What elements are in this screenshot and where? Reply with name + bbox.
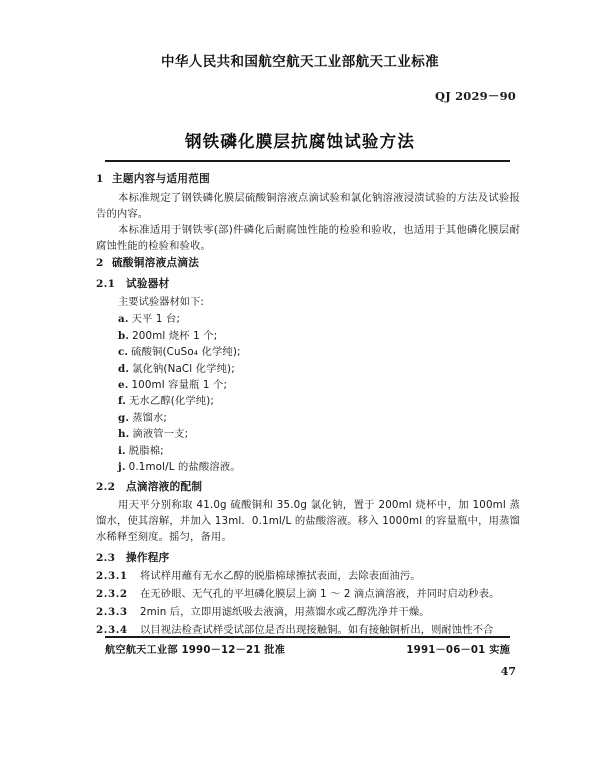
step-text: 2min 后，立即用滤纸吸去液滴，用蒸馏水或乙醇洗净并干燥。 — [140, 605, 430, 618]
section-2-2-paragraph: 用天平分别称取 41.0g 硫酸铜和 35.0g 氯化钠，置于 200ml 烧杯中，加 100ml 蒸馏水，使其溶解，并加入 13ml．0.1ml/L 的盐酸溶液。移入 1000ml 的容量瓶中，用蒸馏水稀释至刻度。摇匀，备用。 — [96, 499, 520, 543]
item-label: h. — [118, 428, 130, 441]
item-text: 硫酸铜(CuSo₄ 化学纯); — [131, 346, 241, 359]
item-label: i. — [118, 444, 126, 457]
item-label: a. — [118, 313, 129, 326]
equipment-list — [96, 311, 520, 475]
item-text: 100ml 容量瓶 1 个; — [131, 379, 228, 391]
effective-date-statement: 1991－06－01 实施 — [406, 645, 510, 656]
section-2-1-title: 试验器材 — [126, 277, 170, 290]
section-1-number: 1 — [96, 173, 104, 185]
item-label: c. — [118, 346, 129, 359]
procedure-step — [96, 586, 520, 602]
procedure-steps-list — [96, 568, 520, 637]
item-text: 氯化钠(NaCl 化学纯); — [132, 362, 235, 375]
document-body — [96, 172, 520, 639]
list-item — [118, 426, 520, 442]
section-2-title: 硫酸铜溶液点滴法 — [112, 256, 200, 269]
list-item — [118, 459, 520, 475]
item-text: 200ml 烧杯 1 个; — [132, 329, 218, 342]
step-number: 2.3.4 — [96, 623, 128, 636]
document-title: 钢铁磷化膜层抗腐蚀试验方法 — [184, 132, 416, 151]
list-item — [118, 443, 520, 459]
section-2-3-number: 2.3 — [96, 551, 116, 564]
step-text: 以目视法检查试样受试部位是否出现接触铜。如有接触铜析出，则耐蚀性不合 — [140, 623, 494, 636]
section-1-title: 主题内容与适用范围 — [112, 173, 211, 185]
item-text: 无水乙醇(化学纯); — [128, 395, 215, 408]
step-number: 2.3.2 — [96, 588, 128, 601]
item-label: d. — [118, 362, 130, 375]
step-text: 将试样用蘸有无水乙醇的脱脂棉球擦拭表面，去除表面油污。 — [140, 570, 421, 583]
item-text: 滴液管一支; — [132, 428, 189, 441]
section-2-2-title: 点滴溶液的配制 — [126, 481, 203, 494]
item-label: b. — [118, 329, 130, 342]
section-2-3-title: 操作程序 — [126, 551, 170, 564]
procedure-step — [96, 604, 520, 620]
list-item — [118, 328, 520, 344]
item-text: 蒸馏水; — [132, 411, 168, 424]
item-text: 0.1mol/L 的盐酸溶液。 — [128, 461, 241, 474]
section-2-2-block — [96, 498, 520, 545]
document-footer — [105, 641, 510, 656]
section-2-1-number: 2.1 — [96, 277, 116, 290]
step-number: 2.3.1 — [96, 570, 128, 583]
section-2-2-heading — [96, 480, 520, 496]
list-item — [118, 410, 520, 426]
page-number: 47 — [500, 665, 516, 678]
document-header — [0, 50, 600, 152]
item-label: e. — [118, 379, 129, 391]
list-item — [118, 393, 520, 409]
list-item — [118, 311, 520, 327]
section-2-3-heading — [96, 551, 520, 567]
header-divider-rule — [105, 160, 510, 162]
item-text: 脱脂棉; — [128, 444, 164, 457]
section-2-heading — [96, 256, 520, 272]
section-1-paragraph-1: 本标准规定了钢铁磷化膜层硫酸铜溶液点滴试验和氯化钠溶液浸渍试验的方法及试验报告的内容。 — [96, 191, 520, 220]
section-2-2-number: 2.2 — [96, 481, 116, 494]
list-item — [118, 377, 520, 393]
step-text: 在无砂眼、无气孔的平坦磷化膜层上滴 1 ～ 2 滴点滴溶液，并同时启动秒表。 — [140, 588, 500, 601]
step-number: 2.3.3 — [96, 605, 128, 618]
equipment-list-lead-in: 主要试验器材如下: — [118, 295, 204, 308]
section-1-heading — [96, 172, 520, 188]
section-2-1-heading — [96, 277, 520, 293]
standard-number: QJ 2029－90 — [435, 89, 516, 103]
item-label: g. — [118, 411, 130, 424]
footer-divider-rule — [105, 636, 510, 638]
list-item — [118, 344, 520, 360]
approval-statement: 航空航天工业部 1990－12－21 批准 — [105, 645, 286, 656]
item-text: 天平 1 台; — [131, 313, 181, 326]
item-label: j. — [118, 461, 126, 474]
procedure-step — [96, 568, 520, 584]
item-label: f. — [118, 395, 126, 408]
section-2-number: 2 — [96, 256, 104, 269]
list-item — [118, 361, 520, 377]
section-1-paragraph-2: 本标准适用于钢铁零(部)件磷化后耐腐蚀性能的检验和验收，也适用于其他磷化膜层耐腐蚀性能的检验和验收。 — [96, 224, 520, 253]
issuing-authority: 中华人民共和国航空航天工业部航天工业标准 — [161, 54, 439, 70]
